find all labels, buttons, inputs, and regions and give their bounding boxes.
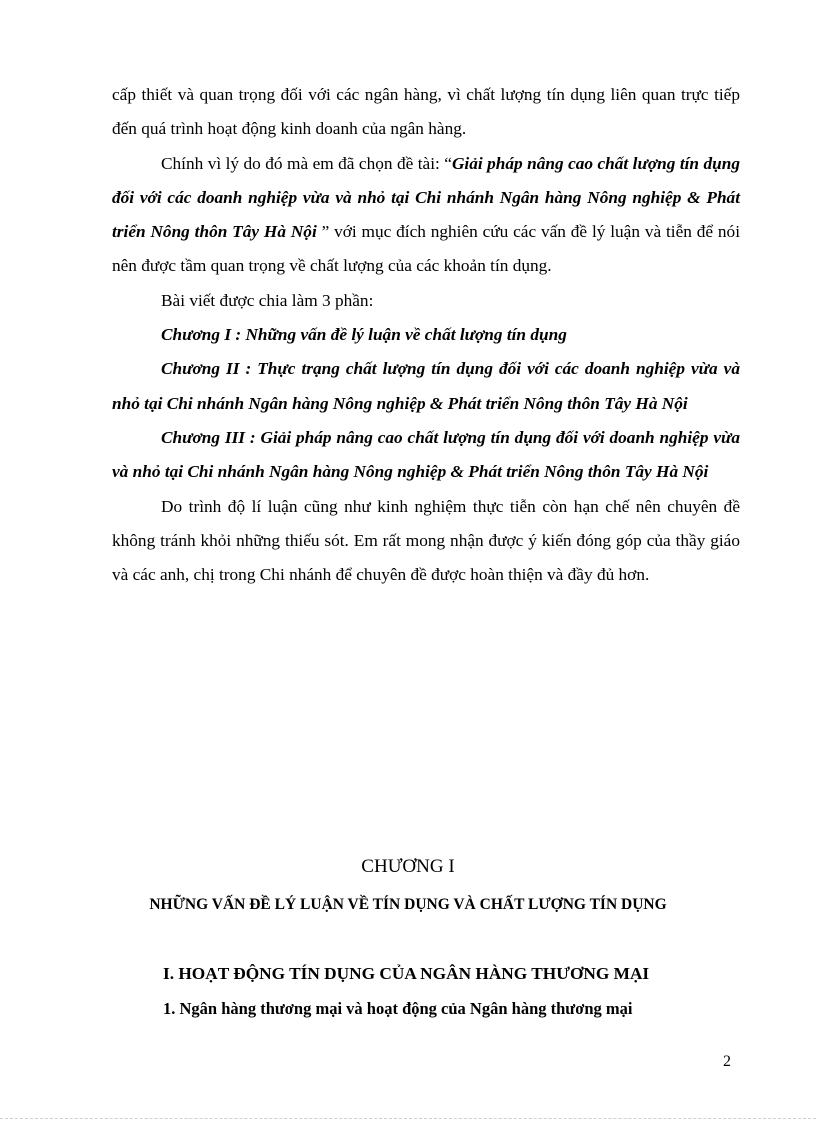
paragraph-topic — [112, 147, 740, 284]
chapter-heading: CHƯƠNG I — [361, 856, 455, 877]
outline-chapter-1: Chương I : Những vấn đề lý luận về chất lượng tín dụng — [161, 325, 567, 345]
outline-chapter-2: Chương II : Thực trạng chất lượng tín dụng đối với các doanh nghiệp vừa và nhỏ tại Chi nhánh Ngân hàng Nông nghiệp & Phát triển Nông thôn Tây Hà Nội — [112, 359, 740, 413]
subsection-heading: 1. Ngân hàng thương mại và hoạt động của Ngân hàng thương mại — [163, 999, 633, 1018]
topic-tail-text: ” với mục đích nghiên cứu các vấn đề lý luận và tiễn để nói nên được tầm quan trọng về chất lượng của các khoản tín dụng. — [112, 222, 740, 276]
paragraph-acknowledgement: Do trình độ lí luận cũng như kinh nghiệm thực tiễn còn hạn chế nên chuyên đề không tránh khỏi những thiếu sót. Em rất mong nhận được ý kiến đóng góp của thầy giáo và các anh, chị trong Chi nhánh để chuyên đề được hoàn thiện và đầy đủ hơn. — [112, 496, 740, 585]
page-bottom-divider — [0, 1118, 816, 1119]
body-text-block — [112, 78, 740, 592]
paragraph-structure-intro: Bài viết được chia làm 3 phần: — [161, 290, 374, 310]
page-number: 2 — [723, 1053, 731, 1070]
outline-chapter-3: Chương III : Giải pháp nâng cao chất lượng tín dụng đối với doanh nghiệp vừa và nhỏ tại Chi nhánh Ngân hàng Nông nghiệp & Phát triển Nông thôn Tây Hà Nội — [112, 427, 740, 482]
topic-lead-text: Chính vì lý do đó mà em đã chọn đề tài: “ — [161, 153, 452, 173]
thesis-title: Giải pháp nâng cao chất lượng tín dụng đối với các doanh nghiệp vừa và nhỏ tại Chi nhánh Ngân hàng Nông nghiệp & Phát triển Nông thôn Tây Hà Nội — [112, 153, 741, 242]
chapter-subtitle: NHỮNG VẤN ĐỀ LÝ LUẬN VỀ TÍN DỤNG VÀ CHẤT LƯỢNG TÍN DỤNG — [149, 896, 667, 913]
section-heading: I. HOẠT ĐỘNG TÍN DỤNG CỦA NGÂN HÀNG THƯƠNG MẠI — [163, 964, 650, 983]
paragraph-continuation: cấp thiết và quan trọng đối với các ngân hàng, vì chất lượng tín dụng liên quan trực tiếp đến quá trình hoạt động kinh doanh của ngân hàng. — [112, 85, 740, 139]
